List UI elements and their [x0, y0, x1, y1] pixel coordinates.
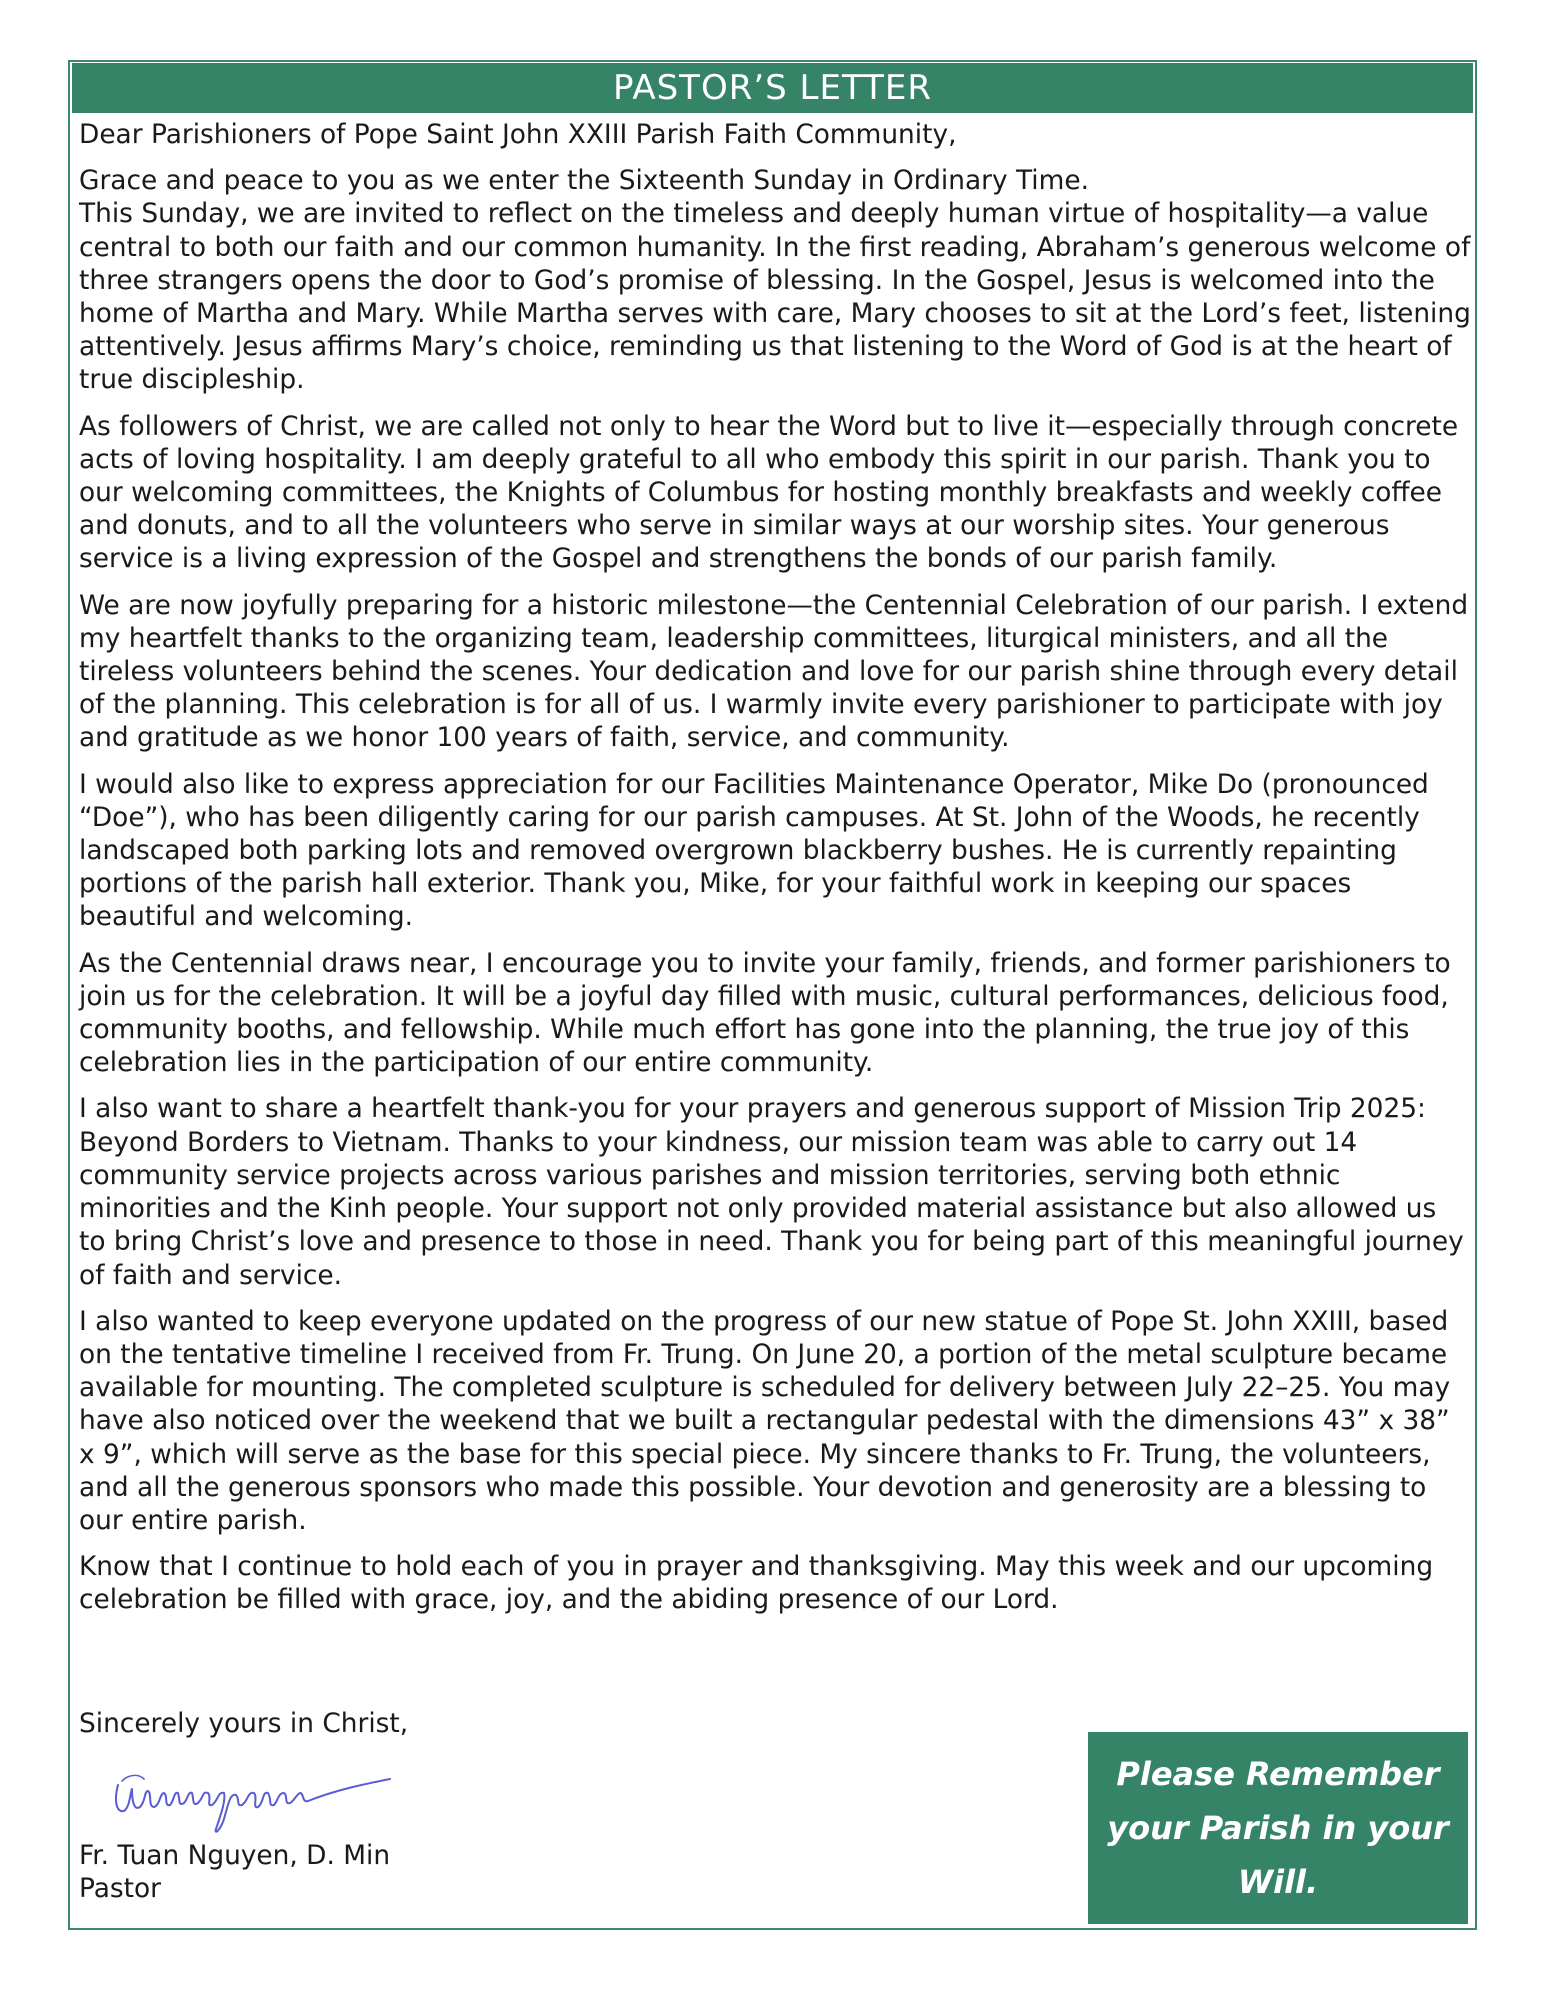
- paragraph-statue: I also wanted to keep everyone updated on the progress of our new statue of Pope St. John XXIII, based on the tentative timeline I received from Fr. Trung. On June 20, a portion of the metal sculpture became available for mounting. The completed sculpture is scheduled for delivery between July 22–25. You may have also noticed over the weekend that we built a rectangular pedestal with the dimensions 43” x 38” x 9”, which will serve as the base for this special piece. My sincere thanks to Fr. Trung, the volunteers, and all the generous sponsors who made this possible. Your devotion and generosity are a blessing to our entire parish.: [79, 1305, 1451, 1536]
- will-reminder-box: [1088, 1732, 1468, 1924]
- paragraph-followers: As followers of Christ, we are called not only to hear the Word but to live it—especially through concrete acts of loving hospitality. I am deeply grateful to all who embody this spirit in our parish. Thank you to our welcoming committees, the Knights of Columbus for hosting monthly breakfasts and weekly coffee and donuts, and to all the volunteers who serve in similar ways at our worship sites. Your generous service is a living expression of the Gospel and strengthens the bonds of our parish family.: [79, 410, 1459, 575]
- paragraph-prayer: Know that I continue to hold each of you in prayer and thanksgiving. May this week and our upcoming celebration be filled with grace, joy, and the abiding presence of our Lord.: [79, 1551, 1434, 1616]
- signature-image: [108, 1745, 398, 1835]
- paragraph-hospitality: This Sunday, we are invited to reflect on the timeless and deeply human virtue of hospitality—a value central to both our faith and our common humanity. In the first reading, Abraham’s generous welcome of three strangers opens the door to God’s promise of blessing. In the Gospel, Jesus is welcomed into the home of Martha and Mary. While Martha serves with care, Mary chooses to sit at the Lord’s feet, listening attentively. Jesus affirms Mary’s choice, reminding us that listening to the Word of God is at the heart of true discipleship.: [79, 198, 1471, 396]
- signature-block: [79, 1839, 390, 1905]
- section-title: PASTOR’S LETTER: [613, 68, 932, 108]
- paragraph-facilities: I would also like to express appreciation for our Facilities Maintenance Operator, Mike Do (pronounced “Doe”), who has been diligently caring for our parish campuses. At St. John of the Woods, he recently landscaped both parking lots and removed overgrown blackberry bushes. He is currently repainting portions of the parish hall exterior. Thank you, Mike, for your faithful work in keeping our spaces beautiful and welcoming.: [79, 768, 1429, 933]
- paragraph-centennial: We are now joyfully preparing for a historic milestone—the Centennial Celebration of our parish. I extend my heartfelt thanks to the organizing team, leadership committees, liturgical ministers, and all the tireless volunteers behind the scenes. Your dedication and love for our parish shine through every detail of the planning. This celebration is for all of us. I warmly invite every parishioner to participate with joy and gratitude as we honor 100 years of faith, service, and community.: [79, 589, 1469, 754]
- section-header: [72, 63, 1473, 113]
- paragraph-greeting: Grace and peace to you as we enter the Sixteenth Sunday in Ordinary Time.: [79, 165, 1089, 197]
- paragraph-mission-trip: I also want to share a heartfelt thank-you for your prayers and generous support of Mission Trip 2025: Beyond Borders to Vietnam. Thanks to your kindness, our mission team was able to carry out 14 community service projects across various parishes and mission territories, serving both ethnic minorities and the Kinh people. Your support not only provided material assistance but also allowed us to bring Christ’s love and presence to those in need. Thank you for being part of this meaningful journey of faith and service.: [79, 1093, 1464, 1291]
- paragraph-invitation: As the Centennial draws near, I encourage you to invite your family, friends, and former parishioners to join us for the celebration. It will be a joyful day filled with music, cultural performances, delicious food, community booths, and fellowship. While much effort has gone into the planning, the true joy of this celebration lies in the participation of our entire community.: [79, 947, 1451, 1079]
- salutation: Dear Parishioners of Pope Saint John XXIII Parish Faith Community,: [79, 119, 957, 150]
- signer-title: Pastor: [79, 1873, 161, 1905]
- closing-line: Sincerely yours in Christ,: [79, 1708, 409, 1739]
- will-reminder-line-3: Will.: [1237, 1863, 1319, 1901]
- will-reminder-line-1: Please Remember: [1116, 1755, 1440, 1793]
- signer-name: Fr. Tuan Nguyen, D. Min: [79, 1840, 391, 1871]
- will-reminder-line-2: your Parish in your: [1107, 1809, 1449, 1847]
- letter-body: [79, 118, 1471, 1630]
